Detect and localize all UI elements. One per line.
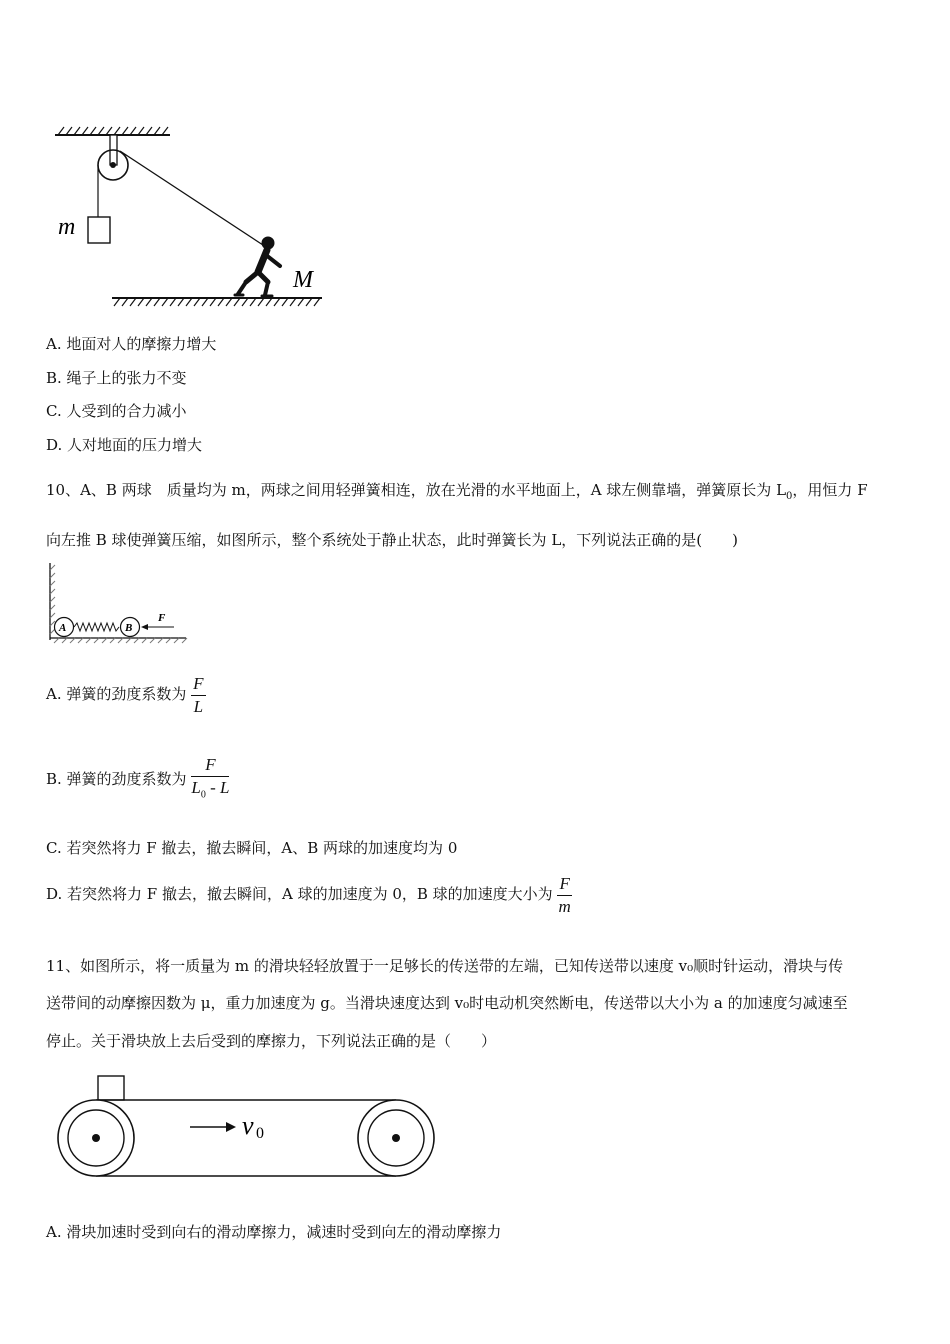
q10-option-b-den-sub: 0 xyxy=(200,789,206,801)
velocity-sub: 0 xyxy=(256,1125,264,1142)
q10-option-a-text: A. 弹簧的劲度系数为 xyxy=(46,685,187,703)
force-f-label: F xyxy=(158,612,166,624)
q10-option-d-den: m xyxy=(558,896,571,916)
q9-option-c: C. 人受到的合力减小 xyxy=(46,402,187,420)
label-m: m xyxy=(58,214,76,240)
q10-option-b-num: F xyxy=(191,755,229,777)
q10-option-b-den-L: L xyxy=(191,778,201,797)
q10-stem-part2: ，用恒力 F xyxy=(792,481,868,499)
pulley-figure xyxy=(50,120,340,315)
q11-stem-line3: 停止。关于滑块放上去后受到的摩擦力，下列说法正确的是（ ） xyxy=(46,1032,497,1050)
q9-option-a: A. 地面对人的摩擦力增大 xyxy=(46,335,217,353)
q10-option-b-den-rest: - L xyxy=(205,778,230,797)
q10-stem-line2: 向左推 B 球使弹簧压缩，如图所示，整个系统处于静止状态，此时弹簧长为 L，下列说法正确的是( ) xyxy=(46,531,738,549)
q10-option-b-den xyxy=(191,777,229,805)
q10-stem-sub0: 0 xyxy=(786,491,793,502)
q10-stem-line1 xyxy=(46,480,868,507)
q10-stem-part1: 10、A、B 两球 质量均为 m，两球之间用轻弹簧相连，放在光滑的水平地面上，A 球左侧靠墙，弹簧原长为 L xyxy=(46,481,787,499)
q10-option-d xyxy=(46,872,572,917)
q10-option-b-fraction xyxy=(191,755,229,805)
ball-a-label: A xyxy=(59,622,67,634)
q9-option-d: D. 人对地面的压力增大 xyxy=(46,436,203,454)
q10-option-d-num: F xyxy=(557,874,571,896)
spring-figure xyxy=(44,560,194,650)
q10-option-a-num: F xyxy=(191,674,205,696)
q11-stem-line1: 11、如图所示，将一质量为 m 的滑块轻轻放置于一足够长的传送带的左端，已知传送带以速度 v₀顺时针运动，滑块与传 xyxy=(46,957,844,975)
label-M: M xyxy=(293,267,313,293)
q10-option-a-fraction xyxy=(191,674,205,717)
conveyor-figure xyxy=(50,1070,450,1185)
q10-option-b xyxy=(46,755,229,805)
q11-stem-line2: 送带间的动摩擦因数为 μ，重力加速度为 g。当滑块速度达到 v₀时电动机突然断电，传送带以大小为 a 的加速度匀减速至 xyxy=(46,994,848,1012)
q9-option-b: B. 绳子上的张力不变 xyxy=(46,369,187,387)
q10-option-a-den: L xyxy=(193,696,204,716)
ball-b-label: B xyxy=(125,622,133,634)
velocity-label: v xyxy=(242,1111,254,1140)
q10-option-b-text: B. 弹簧的劲度系数为 xyxy=(46,770,187,789)
q10-option-d-fraction xyxy=(557,874,571,917)
person-silhouette xyxy=(235,237,280,296)
q10-option-a xyxy=(46,672,206,717)
q10-option-d-text: D. 若突然将力 F 撤去，撤去瞬间，A 球的加速度为 0，B 球的加速度大小为 xyxy=(46,885,553,903)
q11-option-a: A. 滑块加速时受到向右的滑动摩擦力，减速时受到向左的滑动摩擦力 xyxy=(46,1223,502,1241)
q10-option-c: C. 若突然将力 F 撤去，撤去瞬间，A、B 两球的加速度均为 0 xyxy=(46,839,458,857)
